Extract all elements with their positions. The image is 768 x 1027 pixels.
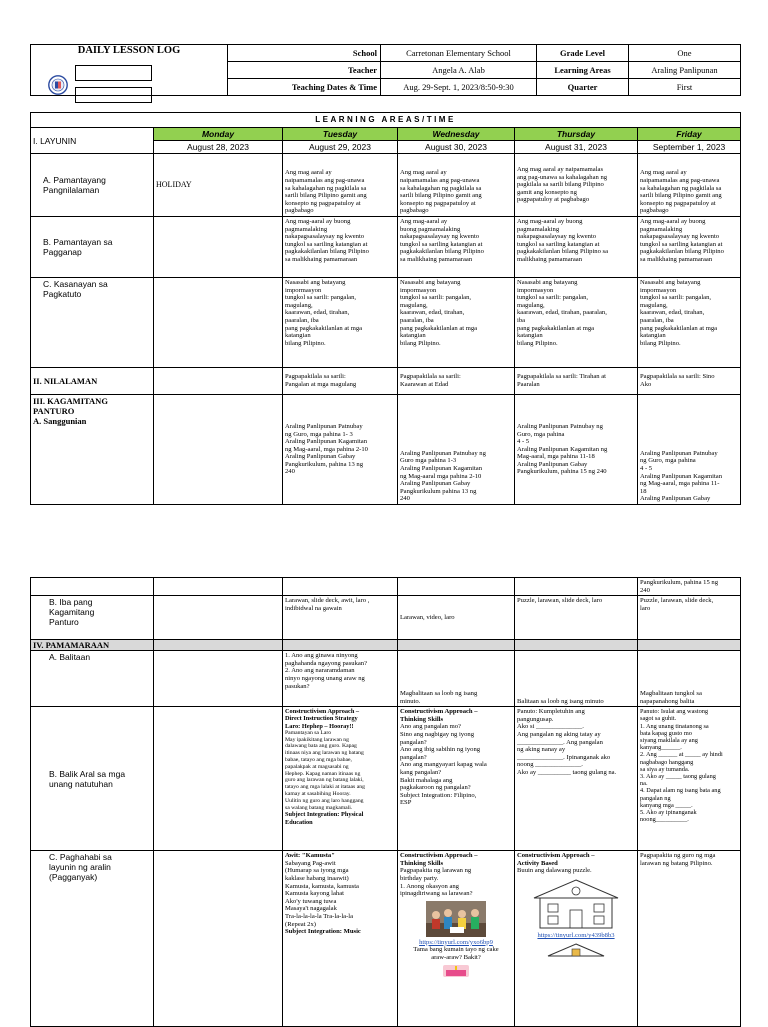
ba-wednesday-heading: Constructivism Approach – Thinking Skills <box>400 708 478 723</box>
day-wednesday: Wednesday <box>398 128 515 141</box>
grade-label: Grade Level <box>537 45 629 62</box>
date-wednesday: August 30, 2023 <box>398 141 515 154</box>
b-monday <box>154 217 283 278</box>
a-wednesday: Ang mag aaral ay naipamamalas ang pag-unawa sa kahalagahan ng pagkilala sa sarili bilang Pilipino gamit ang konsepto ng pagpapatuloy at pagbabago <box>398 154 515 217</box>
quarter-label: Quarter <box>537 79 629 96</box>
pamamaraan-heading: IV. PAMAMARAAN <box>31 640 154 651</box>
a-tuesday: Ang mag aaral ay naipamamalas ang pag-unawa sa kahalagahan ng pagkilala sa sarili bilang Pilipino gamit ang konsepto ng pagpapatuloy at pagbabago <box>283 154 398 217</box>
teacher-value: Angela A. Alab <box>381 62 537 79</box>
n-friday: Pagpapakilala sa sarili: Sino Ako <box>638 368 741 395</box>
bal-wednesday: Magbalitaan sa loob ng isang minuto. <box>398 651 515 707</box>
c-thursday: Nasasabi ang batayang impormasyon tungkol sa sarili: pangalan, magulang, kaarawan, edad, tirahan, paaralan, iba pang pagkakakilanlan at mga katangian bilang Pilipino. <box>515 278 638 368</box>
blank-box-top <box>75 65 152 81</box>
ib-monday <box>154 596 283 640</box>
k-monday <box>154 395 283 505</box>
ba-wednesday <box>398 707 515 851</box>
iba-pang-kagamitan-label: B. Iba pang Kagamitang Panturo <box>31 596 154 640</box>
continuation-friday: Pangkurikulum, pahina 15 ng 240 <box>638 578 741 596</box>
dates-value: Aug. 29-Sept. 1, 2023/8:50-9:30 <box>381 79 537 96</box>
area-label: Learning Areas <box>537 62 629 79</box>
school-house-icon <box>528 878 624 930</box>
ba-tuesday-heading: Constructivism Approach – Direct Instruction Strategy Laro: Hephep – Hooray!! <box>285 708 360 730</box>
birthday-photo-link[interactable]: https://tinyurl.com/yxo6bp9 <box>419 938 493 946</box>
pag-tuesday-body: Sabayang Pag-awit (Humarap sa iyong mga kaklase habang inaawit) Kamusta, kamusta, kamusta Kamusta kayong lahat Ako'y tuwang tuwa Masaya't nagagalak Tra-la-la-la-la Tra-la-la-la (Repeat 2x) <box>285 859 359 928</box>
school-label: School <box>228 45 381 62</box>
date-tuesday: August 29, 2023 <box>283 141 398 154</box>
pag-wednesday <box>398 851 515 1027</box>
k-thursday: Araling Panlipunan Patnubay ng Guro, mga pahina 4 - 5 Araling Panlipunan Kagamitan ng Mag-aaral, mga pahina 11-18 Araling Panlipunan Gabay Pangkurikulum, pahina 15 ng 240 <box>515 395 638 505</box>
ba-tuesday <box>283 707 398 851</box>
n-wednesday: Pagpapakilala sa sarili: Kaarawan at Edad <box>398 368 515 395</box>
ba-monday <box>154 707 283 851</box>
pag-wednesday-body: Pagpapakita ng larawan ng birthday party. 1. Anong okasyon ang ipinagdiriwang sa larawan? <box>400 867 473 898</box>
day-tuesday: Tuesday <box>283 128 398 141</box>
ib-wednesday: Larawan, video, laro <box>398 596 515 640</box>
deped-seal-icon <box>48 75 68 95</box>
dates-label: Teaching Dates & Time <box>228 79 381 96</box>
blank-box-bottom <box>75 87 152 103</box>
bal-friday: Magbalitaan tungkol sa napapanahong balita <box>638 651 741 707</box>
nilalaman-heading: II. NILALAMAN <box>31 368 154 395</box>
lesson-table-1 <box>30 112 741 505</box>
n-thursday: Pagpapakilala sa sarili: Tirahan at Paaralan <box>515 368 638 395</box>
lesson-table-2 <box>30 577 741 1027</box>
c-tuesday: Nasasabi ang batayang impormasyon tungkol sa sarili: pangalan, magulang, kaarawan, edad, tirahan, paaralan, iba pang pagkakakilanlan at mga katangian bilang Pilipino. <box>283 278 398 368</box>
paghahabi-label: C. Paghahabi sa layunin ng aralin (Pagganyak) <box>31 851 154 1027</box>
a-friday: Ang mag aaral ay naipamamalas ang pag-unawa sa kahalagahan ng pagkilala sa sarili bilang Pilipino gamit ang konsepto ng pagpapatuloy at pagbabago <box>638 154 741 217</box>
grade-value: One <box>629 45 741 62</box>
ib-thursday: Puzzle, larawan, slide deck, laro <box>515 596 638 640</box>
b-tuesday: Ang mag-aaral ay buong pagmamalaking nakapagsasalaysay ng kwento tungkol sa sariling katangian at pagkakakilanlan bilang Pilipino sa malikhaing pamamaraan <box>283 217 398 278</box>
kagamitang-panturo-heading: III. KAGAMITANG PANTURO A. Sanggunian <box>31 395 154 505</box>
pamantayan-sa-pagganap-label: B. Pamantayan sa Pagganap <box>31 217 154 278</box>
pag-friday: Pagpapakita ng guro ng mga larawan ng batang Pilipino. <box>638 851 741 1027</box>
ba-tuesday-body: Pamantayan sa Laro May ipakikitang larawan ng dalawang bata ang guro. Kapag itinaas niya ang larawan ng batang babae, tatayo ang mga babae, papalakpak at magsasabi ng Hephep. Kapag naman itinaas ng guro ang larawan ng batang lalaki, tatayo ang mga lalaki at itataas ang kamay at sasabihing Hooray. Uulitin ng guro ang laro hanggang sa walang batang magkamali. <box>285 729 365 811</box>
pag-thursday-body: Buuin ang dalawang puzzle. <box>517 867 592 875</box>
pag-thursday-heading: Constructivism Approach – Activity Based <box>517 852 595 867</box>
k-wednesday: Araling Panlipunan Patnubay ng Guro mga pahina 1-3 Araling Panlipunan Kagamitan ng Mag-aaral mga pahina 2-10 Araling Panlipunan Gabay Pangkurikulum pahina 13 ng 240 <box>398 395 515 505</box>
day-friday: Friday <box>638 128 741 141</box>
ba-friday: Panuto: Isulat ang wastong sagot sa guhit. 1. Ang unang tinatanong sa bata kapag gusto mo siyang makilala ay ang kanyang______. 2. Ang ______ at _____ ay hindi nagbabago hanggang sa siya ay tumanda. 3. Ako ay _____ taong gulang na. 4. Dapat alam ng isang bata ang pangalan ng kanyang mga _____. 5. Ako ay ipinanganak noong__________. <box>638 707 741 851</box>
puzzle-link[interactable]: https://tinyurl.com/y439b8b3 <box>537 931 615 939</box>
k-tuesday: Araling Panlipunan Patnubay ng Guro, mga pahina 1- 3 Araling Panlipunan Kagamitan ng Mag-aaral, mga pahina 2-10 Araling Panlipunan Gabay Pangkurikulum, pahina 13 ng 240 <box>283 395 398 505</box>
bal-thursday: Balitaan sa loob ng isang minuto <box>515 651 638 707</box>
b-thursday: Ang mag-aaral ay buong pagmamalaking nakapagsasalaysay ng kwento tungkol sa sariling katangian at pagkakakilanlan bilang Pilipino sa malikhaing pamamaraan <box>515 217 638 278</box>
pag-tuesday-heading: Awit: "Kamusta" <box>285 852 335 860</box>
log-title: DAILY LESSON LOG <box>31 45 228 96</box>
bal-monday <box>154 651 283 707</box>
a-thursday: Ang mag aaral ay naipamamalas ang pag-unawa sa kahalagahan ng pagkilala sa sarili bilang Pilipino gamit ang konsepto ng pagpapatuloy at pagbabago <box>515 154 638 217</box>
k-friday: Araling Panlipunan Patnubay ng Guro, mga pahina 4 - 5 Araling Panlipunan Kagamitan ng Mag-aaral, mga pahina 11- 18 Araling Panlipunan Gabay <box>638 395 741 505</box>
bal-tuesday: 1. Ano ang ginawa ninyong paghahanda ngayong pasukan? 2. Ano ang nararamdaman ninyo ngayong unang araw ng pasukan? <box>283 651 398 707</box>
day-thursday: Thursday <box>515 128 638 141</box>
birthday-cake-icon <box>443 965 469 977</box>
balik-aral-label: B. Balik Aral sa mga unang natutuhan <box>31 707 154 851</box>
n-tuesday: Pagpapakilala sa sarili: Pangalan at mga magulang <box>283 368 398 395</box>
ba-tuesday-integration: Subject Integration: Physical Education <box>285 811 364 826</box>
school-value: Carretonan Elementary School <box>381 45 537 62</box>
pag-monday <box>154 851 283 1027</box>
ib-tuesday: Larawan, slide deck, awit, laro , indibidwal na gawain <box>283 596 398 640</box>
school-house-icon-2 <box>546 943 606 957</box>
date-monday: August 28, 2023 <box>154 141 283 154</box>
ib-friday: Puzzle, larawan, slide deck, laro <box>638 596 741 640</box>
c-monday <box>154 278 283 368</box>
date-friday: September 1, 2023 <box>638 141 741 154</box>
date-thursday: August 31, 2023 <box>515 141 638 154</box>
ba-thursday: Panuto: Kumpletuhin ang pangungusap. Ako si ______________. Ang pangalan ng aking tatay ay ______________. Ang pangalan ng aking nanay ay ______________. Ipinanganak ako noong ______________. Ako ay __________ taong gulang na. <box>515 707 638 851</box>
quarter-value: First <box>629 79 741 96</box>
birthday-photo-icon <box>426 901 486 937</box>
c-friday: Nasasabi ang batayang impormasyon tungkol sa sarili: pangalan, magulang, kaarawan, edad, tirahan, paaralan, iba pang pagkakakilanlan at mga katangian bilang Pilipino. <box>638 278 741 368</box>
area-value: Araling Panlipunan <box>629 62 741 79</box>
holiday-cell: HOLIDAY <box>154 154 283 217</box>
pag-tuesday-integration: Subject Integration: Music <box>285 928 361 936</box>
n-monday <box>154 368 283 395</box>
learning-areas-header: LEARNING AREAS/TIME <box>31 113 741 128</box>
pamantayang-pangnilalaman-label: A. Pamantayang Pangnilalaman <box>31 154 154 217</box>
c-wednesday: Nasasabi ang batayang impormasyon tungkol sa sarili: pangalan, magulang, kaarawan, edad, tirahan, paaralan, iba pang pagkakakilanlan at mga katangian bilang Pilipino. <box>398 278 515 368</box>
b-wednesday: Ang mag-aaral ay buong pagmamalaking nakapagsasalaysay ng kwento tungkol sa sariling katangian at pagkakakilanlan bilang Pilipino sa malikhaing pamamaraan <box>398 217 515 278</box>
layunin-heading: I. LAYUNIN <box>31 128 154 154</box>
teacher-label: Teacher <box>228 62 381 79</box>
kasanayan-sa-pagkatuto-label: C. Kasanayan sa Pagkatuto <box>31 278 154 368</box>
pag-wednesday-heading: Constructivism Approach – Thinking Skills <box>400 852 478 867</box>
pag-thursday <box>515 851 638 1027</box>
ba-wednesday-body: Ano ang pangalan mo? Sino ang nagbigay ng iyong pangalan? Ano ang ibig sabihin ng iyong pangalan? Ano ang mangyayari kapag wala kang pangalan? Bakit mahalaga ang pagkakaroon ng pangalan? Subject Integration: Filipino, ESP <box>400 723 487 807</box>
day-monday: Monday <box>154 128 283 141</box>
b-friday: Ang mag-aaral ay buong pagmamalaking nakapagsasalaysay ng kwento tungkol sa sariling katangian at pagkakakilanlan bilang Pilipino sa malikhaing pamamaraan <box>638 217 741 278</box>
pag-wednesday-question: Tama bang kumain tayo ng cake araw-araw? Bakit? <box>413 946 499 961</box>
balitaan-label: A. Balitaan <box>31 651 154 707</box>
pag-tuesday <box>283 851 398 1027</box>
